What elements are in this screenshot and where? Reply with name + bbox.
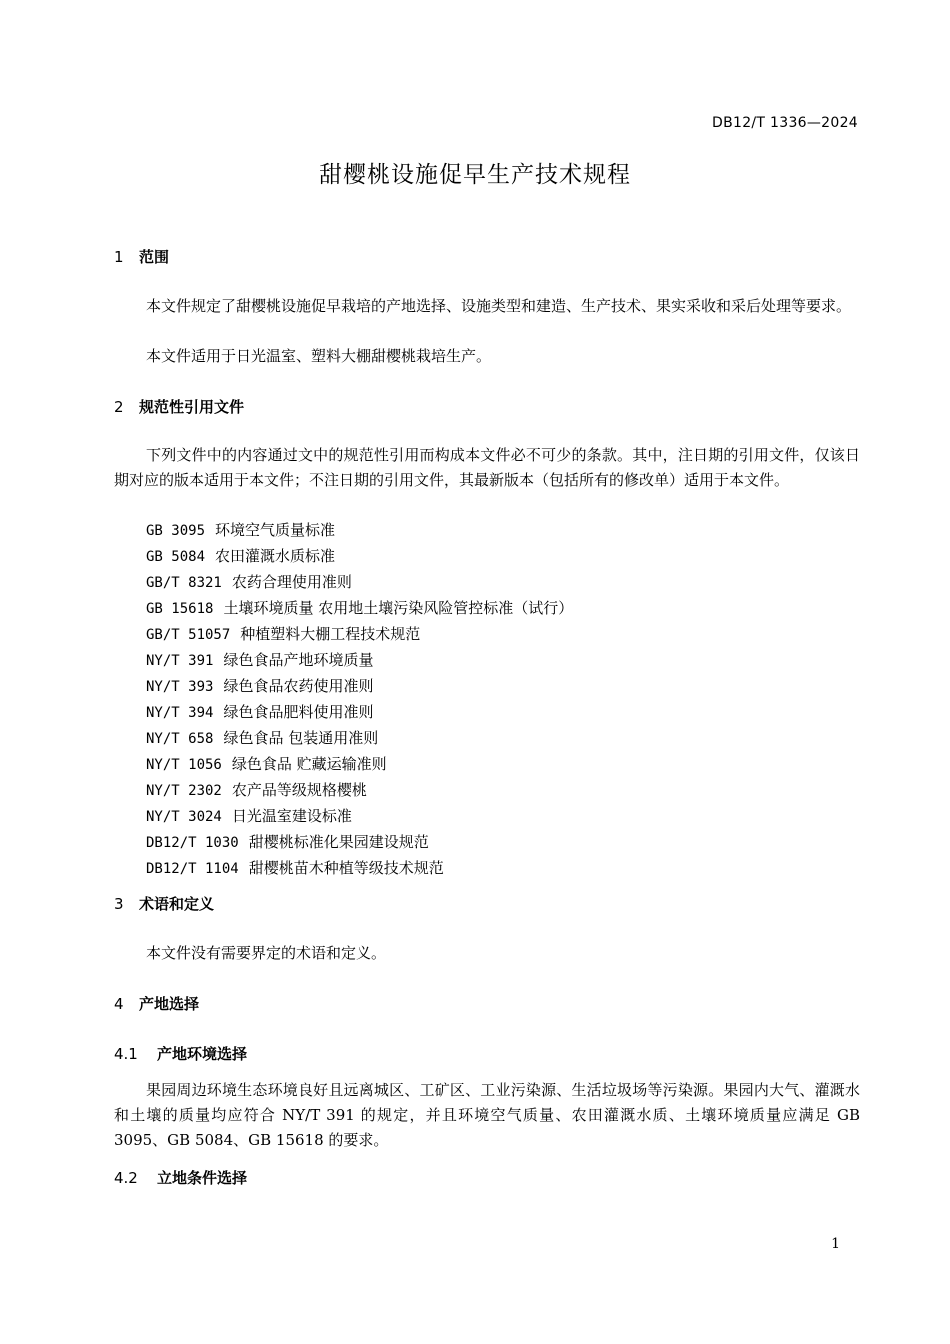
- reference-title: 环境空气质量标准: [215, 521, 336, 539]
- reference-item: [146, 700, 573, 726]
- reference-code: DB12/T 1030: [146, 835, 239, 851]
- terms-paragraph: 本文件没有需要界定的术语和定义。: [146, 944, 387, 962]
- section-heading-scope: [114, 246, 169, 267]
- reference-code: DB12/T 1104: [146, 861, 239, 877]
- subsection-number: 4.1: [114, 1045, 138, 1063]
- reference-code: NY/T 1056: [146, 757, 222, 773]
- reference-item: [146, 674, 573, 700]
- section-heading-normative-references: [114, 396, 244, 417]
- section-heading-site-selection: [114, 993, 199, 1014]
- reference-title: 甜樱桃标准化果园建设规范: [248, 833, 429, 851]
- subsection-title: 立地条件选择: [157, 1169, 248, 1187]
- subsection-title: 产地环境选择: [157, 1045, 248, 1063]
- reference-item: [146, 570, 573, 596]
- reference-item: [146, 830, 573, 856]
- reference-code: NY/T 658: [146, 731, 214, 747]
- reference-item: [146, 544, 573, 570]
- environment-paragraph: 果园周边环境生态环境良好且远离城区、工矿区、工业污染源、生活垃圾场等污染源。果园内大气、灌溉水和土壤的质量均应符合 NY/T 391 的规定，并且环境空气质量、农田灌溉水质、土壤环境质量应满足 GB 3095、GB 5084、GB 15618 的要求。: [114, 1081, 860, 1149]
- reference-title: 农产品等级规格樱桃: [231, 781, 367, 799]
- references-intro-paragraph: 下列文件中的内容通过文中的规范性引用而构成本文件必不可少的条款。其中，注日期的引用文件，仅该日期对应的版本适用于本文件；不注日期的引用文件，其最新版本（包括所有的修改单）适用于本文件。: [114, 446, 860, 489]
- document-title: 甜樱桃设施促早生产技术规程: [319, 162, 631, 188]
- section-title: 范围: [139, 248, 170, 266]
- subsection-heading-site-conditions: [114, 1167, 247, 1188]
- reference-item: [146, 648, 573, 674]
- section-number: 4: [114, 995, 124, 1013]
- reference-title: 绿色食品产地环境质量: [223, 651, 374, 669]
- section-title: 产地选择: [139, 995, 200, 1013]
- scope-paragraph-1: 本文件规定了甜樱桃设施促早栽培的产地选择、设施类型和建造、生产技术、果实采收和采后处理等要求。: [146, 297, 852, 315]
- reference-code: GB 15618: [146, 601, 214, 617]
- subsection-heading-environment: [114, 1043, 247, 1064]
- reference-list: [146, 518, 573, 882]
- reference-title: 甜樱桃苗木种植等级技术规范: [248, 859, 444, 877]
- reference-title: 土壤环境质量 农用地土壤污染风险管控标准（试行）: [223, 599, 574, 617]
- reference-code: GB/T 8321: [146, 575, 222, 591]
- page-number: 1: [831, 1236, 840, 1252]
- subsection-number: 4.2: [114, 1169, 138, 1187]
- reference-code: NY/T 393: [146, 679, 214, 695]
- reference-code: GB/T 51057: [146, 627, 231, 643]
- scope-paragraph-2: 本文件适用于日光温室、塑料大棚甜樱桃栽培生产。: [146, 347, 492, 365]
- reference-item: [146, 752, 573, 778]
- document-code: DB12/T 1336—2024: [712, 115, 858, 131]
- reference-item: [146, 622, 573, 648]
- reference-item: [146, 596, 573, 622]
- reference-title: 种植塑料大棚工程技术规范: [240, 625, 421, 643]
- section-number: 1: [114, 248, 124, 266]
- reference-code: GB 5084: [146, 549, 206, 565]
- section-number: 3: [114, 895, 124, 913]
- reference-title: 农药合理使用准则: [231, 573, 352, 591]
- reference-code: GB 3095: [146, 523, 206, 539]
- section-title: 术语和定义: [139, 895, 215, 913]
- reference-code: NY/T 391: [146, 653, 214, 669]
- reference-code: NY/T 2302: [146, 783, 222, 799]
- reference-title: 绿色食品 贮藏运输准则: [231, 755, 387, 773]
- reference-item: [146, 856, 573, 882]
- reference-title: 日光温室建设标准: [231, 807, 352, 825]
- reference-title: 绿色食品 包装通用准则: [223, 729, 379, 747]
- reference-item: [146, 778, 573, 804]
- reference-code: NY/T 394: [146, 705, 214, 721]
- reference-code: NY/T 3024: [146, 809, 222, 825]
- reference-item: [146, 726, 573, 752]
- section-number: 2: [114, 398, 124, 416]
- reference-title: 绿色食品肥料使用准则: [223, 703, 374, 721]
- reference-item: [146, 518, 573, 544]
- reference-item: [146, 804, 573, 830]
- section-title: 规范性引用文件: [139, 398, 245, 416]
- section-heading-terms: [114, 893, 214, 914]
- reference-title: 绿色食品农药使用准则: [223, 677, 374, 695]
- reference-title: 农田灌溉水质标准: [215, 547, 336, 565]
